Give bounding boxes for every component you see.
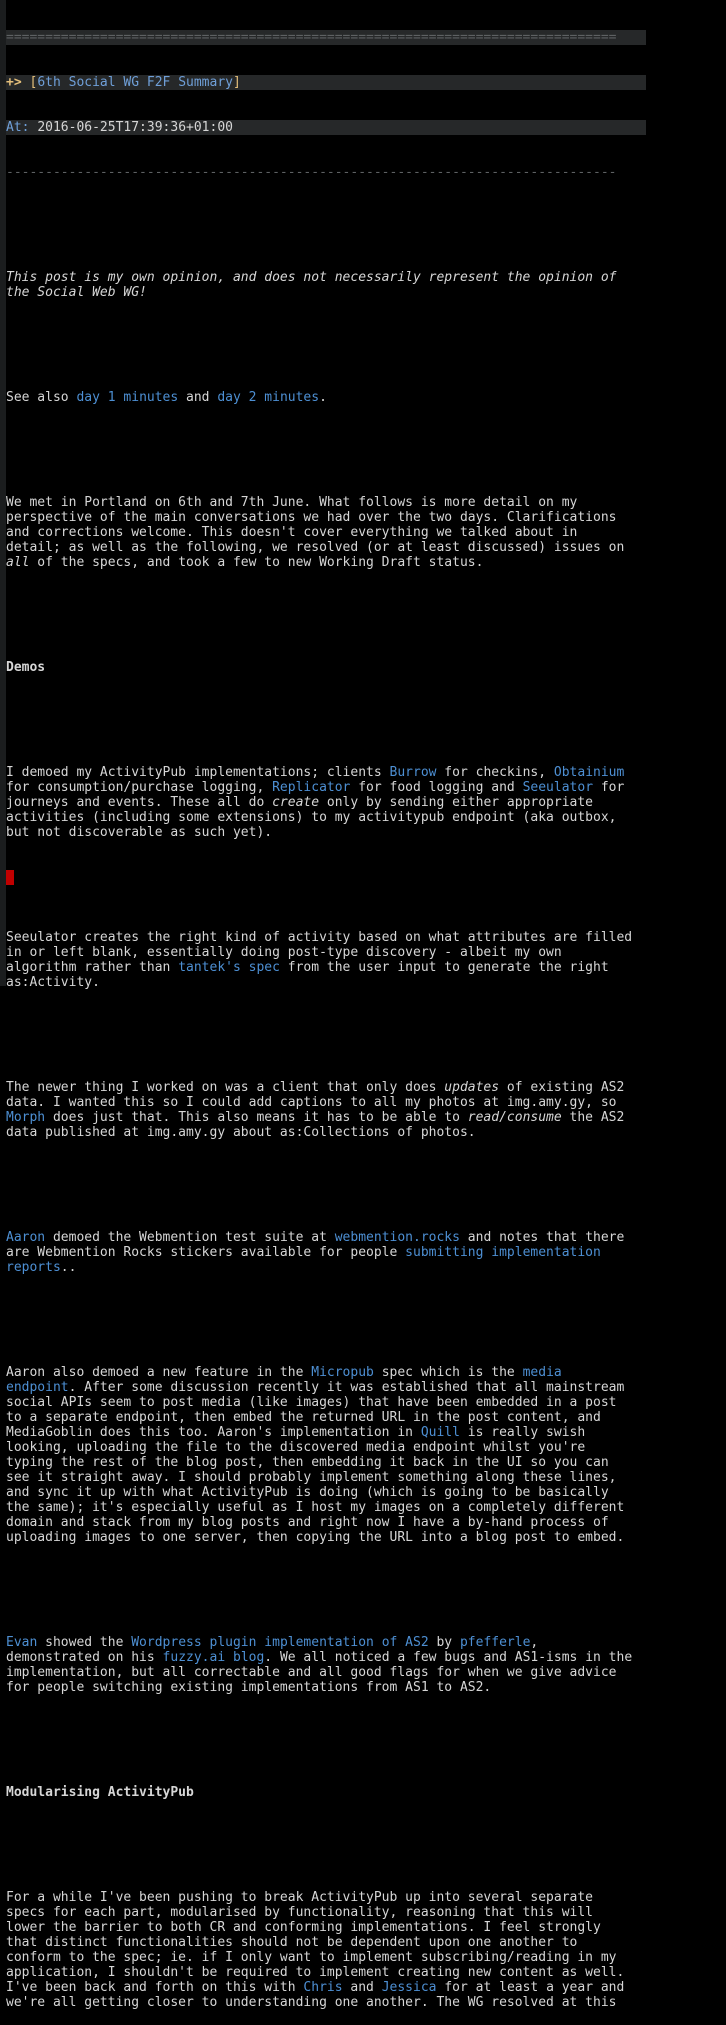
link-burrow[interactable]: Burrow <box>389 765 437 780</box>
link-replicator[interactable]: Replicator <box>272 780 351 795</box>
demos-paragraph-5: Aaron also demoed a new feature in the Micropub spec which is the media endpoint. After some discussion recently it was established that all mainstream social APIs seem to post media (like images) that have been embedded in a post to a separate endpoint, then embed the returned URL in the post content, and MediaGoblin does this too. Aaron's implementation in Quill is really swish looking, uploading the file to the discovered media endpoint whilst you're typing the rest of the blog post, then embedding it back in the UI so you can see it straight away. I should probably implement something along these lines, and sync it up with what ActivityPub is doing (which is going to be basically the same); it's especially useful as I host my images on a completely different domain and stack from my blog posts and right now I have a by-hand process of uploading images to one server, then copying the URL into a blog post to embed. <box>6 1365 625 1545</box>
link-quill[interactable]: Quill <box>420 1425 460 1440</box>
link-day2-minutes[interactable]: day 2 minutes <box>217 390 320 405</box>
heading-demos: Demos <box>6 660 46 675</box>
intro-paragraph: We met in Portland on 6th and 7th June. What follows is more detail on my perspective of the main conversations we had over the two days. Clarifications and corrections welcome. This doesn't cover everything we talked about in detail; as well as the following, we resolved (or at least discussed) issues on all of the specs, and took a few to new Working Draft status. <box>6 495 625 570</box>
entry-marker: +> <box>6 75 22 90</box>
link-jessica[interactable]: Jessica <box>381 1980 437 1995</box>
demos-paragraph-2: Seeulator creates the right kind of activity based on what attributes are filled in or left blank, essentially doing post-type discovery - albeit my own algorithm rather than tantek's spec from the user input to generate the right as:Activity. <box>6 930 633 990</box>
post-timestamp: 2016-06-25T17:39:36+01:00 <box>37 120 233 135</box>
link-day1-minutes[interactable]: day 1 minutes <box>76 390 179 405</box>
link-micropub[interactable]: Micropub <box>311 1365 374 1380</box>
link-chris[interactable]: Chris <box>303 1980 343 1995</box>
demos-paragraph-4: Aaron demoed the Webmention test suite at webmention.rocks and notes that there are Webmention Rocks stickers available for people submitting implementation reports.. <box>6 1230 625 1275</box>
link-seeulator[interactable]: Seeulator <box>522 780 594 795</box>
demos-paragraph-3: The newer thing I worked on was a client that only does updates of existing AS2 data. I wanted this so I could add captions to all my photos at img.amy.gy, so Morph does just that. This also means it has to be able to read/consume the AS2 data published at img.amy.gy about as:Collections of photos. <box>6 1080 625 1140</box>
demos-paragraph-6: Evan showed the Wordpress plugin implementation of AS2 by pfefferle, demonstrated on his fuzzy.ai blog. We all noticed a few bugs and AS1-isms in the implementation, but all correctable and all good flags for when we give advice for people switching existing implementations from AS1 to AS2. <box>6 1635 633 1695</box>
header-rule-top: ============================================================================== <box>6 30 646 45</box>
cursor-line <box>6 870 646 885</box>
header-rule-bottom: ------------------------------------------------------------------------------ <box>6 165 617 180</box>
link-aaron[interactable]: Aaron <box>6 1230 46 1245</box>
link-evan[interactable]: Evan <box>6 1635 38 1650</box>
post-header: +> [6th Social WG F2F Summary] <box>6 75 646 90</box>
link-submitting-reports[interactable]: submitting implementation reports <box>6 1245 601 1275</box>
see-also: See also day 1 minutes and day 2 minutes. <box>6 390 327 405</box>
link-webmention-rocks[interactable]: webmention.rocks <box>334 1230 460 1245</box>
post-buffer <box>6 0 646 2025</box>
link-fuzzy-ai-blog[interactable]: fuzzy.ai blog <box>162 1650 265 1665</box>
post-meta <box>6 120 646 135</box>
link-media-endpoint[interactable]: media endpoint <box>6 1365 562 1395</box>
at-label: At: <box>6 120 30 135</box>
post-title[interactable]: 6th Social WG F2F Summary <box>37 75 233 90</box>
text-cursor <box>6 870 14 885</box>
link-morph[interactable]: Morph <box>6 1110 46 1125</box>
mod-paragraph-1: For a while I've been pushing to break ActivityPub up into several separate specs for each part, modularised by functionality, reasoning that this will lower the barrier to both CR and conforming implementations. I feel strongly that distinct functionalities should not be dependent upon one another to conform to the spec; ie. if I only want to implement subscribing/reading in my application, I shouldn't be required to implement creating new content as well. I've been back and forth on this with Chris and Jessica for at least a year and we're all getting closer to understanding one another. The WG resolved at this <box>6 1890 625 2010</box>
heading-modularising: Modularising ActivityPub <box>6 1785 194 1800</box>
demos-paragraph-1: I demoed my ActivityPub implementations; clients Burrow for checkins, Obtainium for consumption/purchase logging, Replicator for food logging and Seeulator for journeys and events. These all do create only by sending either appropriate activities (including some extensions) to my activitypub endpoint (aka outbox, but not discoverable as such yet). <box>6 765 625 840</box>
link-obtainium[interactable]: Obtainium <box>553 765 625 780</box>
disclaimer: This post is my own opinion, and does not necessarily represent the opinion of the Social Web WG! <box>6 270 617 300</box>
link-tantek-spec[interactable]: tantek's spec <box>178 960 280 975</box>
link-wordpress-plugin[interactable]: Wordpress plugin implementation of AS2 <box>131 1635 429 1650</box>
link-pfefferle[interactable]: pfefferle <box>459 1635 531 1650</box>
